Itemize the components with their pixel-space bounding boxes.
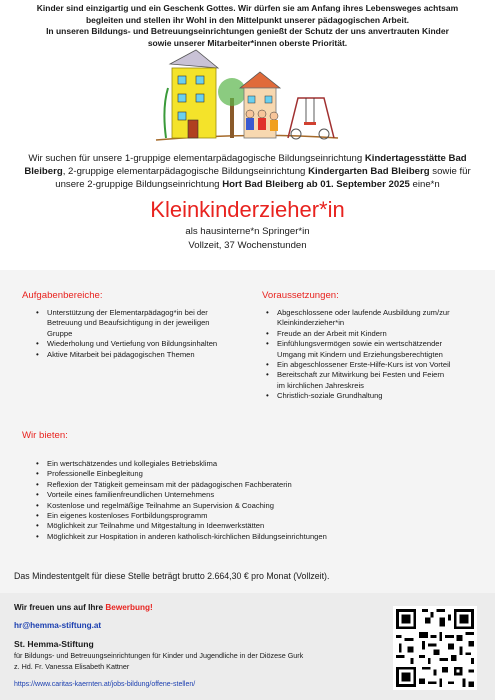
list-item: Umgang mit Kindern und Erziehungsberechtigten xyxy=(277,349,443,359)
list-item: • Unterstützung der Elementarpädagog*in bei der xyxy=(36,308,246,318)
list-item: • Aktive Mitarbeit bei pädagogischen Themen xyxy=(36,350,246,360)
list-item: • Einfühlungsvermögen sowie ein wertschätzender xyxy=(266,339,488,349)
search-bold: Kindergarten Bad Bleiberg xyxy=(308,166,430,177)
intro-line: Kinder sind einzigartig und ein Geschenk Gottes. Wir dürfen sie am Anfang ihres Lebensweges achtsam xyxy=(36,3,459,13)
offer-list xyxy=(36,459,476,542)
salary-text: Das Mindestentgelt für diese Stelle beträgt brutto 2.664,30 € pro Monat (Vollzeit). xyxy=(14,571,330,581)
list-item: Gruppe xyxy=(47,328,73,338)
contact-person: z. Hd. Fr. Vanessa Elisabeth Kattner xyxy=(14,662,130,671)
organization-description: für Bildungs- und Betreuungseinrichtungen für Kinder und Jugendliche in der Diözese Gurk xyxy=(14,651,304,660)
intro-line: In unseren Bildungs- und Betreuungseinrichtungen genießt der Schutz der uns anvertrauten Kinder xyxy=(46,26,449,36)
list-item: • Bereitschaft zur Mitwirkung bei Festen und Feiern xyxy=(266,370,488,380)
list-item: • Kostenlose und regelmäßige Teilnahme an Supervision & Coaching xyxy=(36,501,476,511)
list-item: • Abgeschlossene oder laufende Ausbildung zum/zur xyxy=(266,308,488,318)
search-bold: Kindertagesstätte Bad Bleiberg xyxy=(24,153,467,177)
list-item: • Professionelle Einbegleitung xyxy=(36,469,476,479)
organization-name: St. Hemma-Stiftung xyxy=(14,639,94,649)
job-title: Kleinkinderzieher*in xyxy=(150,197,345,222)
search-bold: Hort Bad Bleiberg ab 01. September 2025 xyxy=(222,179,410,190)
intro-line: begleiten und stellen ihr Wohl in den Mittelpunkt unserer pädagogischen Arbeit. xyxy=(85,14,410,25)
list-item: im kirchlichen Jahreskreis xyxy=(277,380,364,390)
thanks-text: Wir freuen uns auf Ihre xyxy=(14,603,106,612)
offer-heading: Wir bieten: xyxy=(22,430,68,441)
job-subtitle: als hausinterne*n Springer*in xyxy=(185,226,310,237)
requirements-heading: Voraussetzungen: xyxy=(262,290,339,301)
list-item: • Reflexion der Tätigkeit gemeinsam mit der pädagogischen Fachberaterin xyxy=(36,480,476,490)
list-item: Betreuung und Beaufsichtigung in der jeweiligen xyxy=(47,318,210,328)
intro-text xyxy=(14,3,481,49)
search-paragraph xyxy=(10,152,485,191)
list-item: Kleinkinderzieher*in xyxy=(277,318,345,328)
search-text: sowie für unsere 2-gruppige Bildungseinrichtung xyxy=(55,166,471,190)
list-item: • Christlich-soziale Grundhaltung xyxy=(266,391,488,401)
tasks-list xyxy=(36,308,246,360)
list-item: • Möglichkeit zur Hospitation in anderen katholisch-kirchlichen Bildungseinrichtungen xyxy=(36,532,476,542)
tasks-heading: Aufgabenbereiche: xyxy=(22,290,103,301)
search-text: eine*n xyxy=(409,179,440,190)
thanks-highlight: Bewerbung! xyxy=(105,603,153,612)
search-text: , 2-gruppige elementarpädagogische Bildungseinrichtung xyxy=(62,166,309,177)
list-item: • Freude an der Arbeit mit Kindern xyxy=(266,329,488,339)
search-text: Wir suchen für unsere 1-gruppige elementarpädagogische Bildungseinrichtung xyxy=(28,153,365,164)
list-item: • Möglichkeit zur Teilnahme und Mitgestaltung in Ideenwerkstätten xyxy=(36,521,476,531)
list-item: • Ein eigenes kostenloses Fortbildungsprogramm xyxy=(36,511,476,521)
child-drawing-illustration xyxy=(148,48,344,144)
email-link[interactable]: hr@hemma-stiftung.at xyxy=(14,621,102,630)
list-item: • Wiederholung und Vertiefung von Bildungsinhalten xyxy=(36,339,246,349)
application-call xyxy=(14,603,153,612)
intro-line: sowie unserer Mitarbeiter*innen oberste Priorität. xyxy=(147,37,348,48)
job-hours: Vollzeit, 37 Wochenstunden xyxy=(188,240,307,251)
qr-code-icon[interactable] xyxy=(393,606,477,690)
list-item: • Ein wertschätzendes und kollegiales Betriebsklima xyxy=(36,459,476,469)
list-item: • Ein abgeschlossener Erste-Hilfe-Kurs ist von Vorteil xyxy=(266,360,488,370)
jobs-url-link[interactable]: https://www.caritas-kaernten.at/jobs-bildung/offene-stellen/ xyxy=(14,681,196,688)
requirements-list xyxy=(266,308,488,402)
list-item: • Vorteile eines familienfreundlichen Unternehmens xyxy=(36,490,476,500)
